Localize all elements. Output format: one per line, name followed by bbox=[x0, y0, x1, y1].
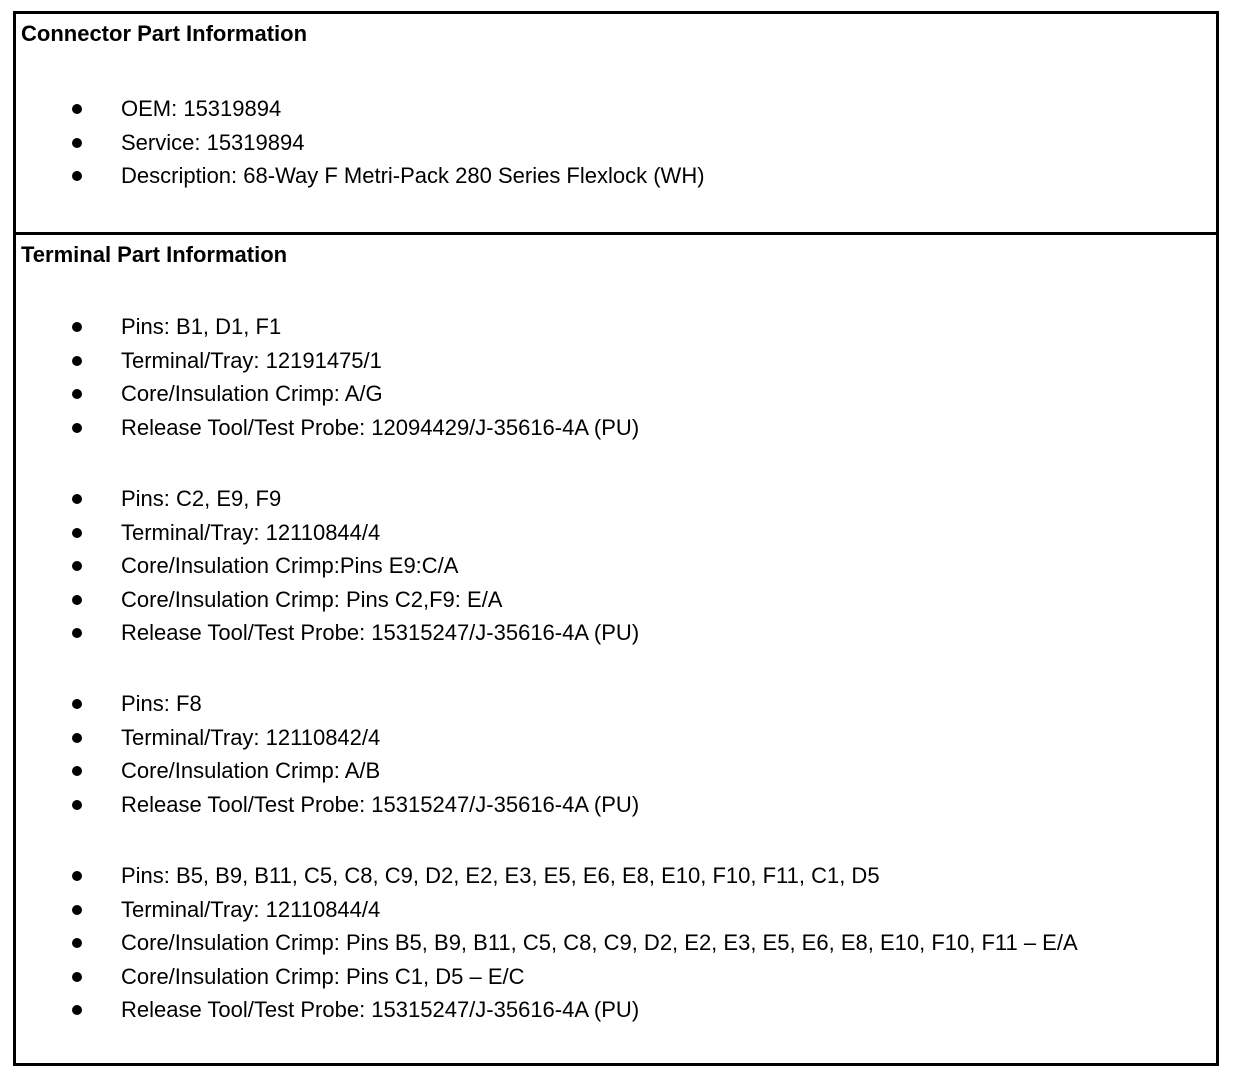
bullet-icon bbox=[72, 138, 82, 148]
bullet-icon bbox=[72, 104, 82, 114]
release-tool-text: Release Tool/Test Probe: 15315247/J-35616-4A (PU) bbox=[121, 997, 640, 1022]
pins-text: Pins: B5, B9, B11, C5, C8, C9, D2, E2, E3, E5, E6, E8, E10, F10, F11, C1, D5 bbox=[121, 863, 880, 888]
terminal-tray-text: Terminal/Tray: 12191475/1 bbox=[121, 347, 382, 373]
crimp-text: Core/Insulation Crimp: Pins B5, B9, B11, C5, C8, C9, D2, E2, E3, E5, E6, E8, E10, F10, F11 – E/A bbox=[121, 930, 1078, 955]
connector-part-heading: Connector Part Information bbox=[21, 21, 308, 46]
bullet-icon bbox=[72, 766, 82, 776]
bullet-icon bbox=[72, 494, 82, 504]
bullet-icon bbox=[72, 628, 82, 638]
crimp-text: Core/Insulation Crimp: Pins C2,F9: E/A bbox=[121, 586, 503, 612]
service-number: Service: 15319894 bbox=[121, 129, 305, 155]
terminal-tray-text: Terminal/Tray: 12110844/4 bbox=[121, 519, 381, 545]
crimp-text: Core/Insulation Crimp: Pins C1, D5 – E/C bbox=[121, 963, 525, 989]
bullet-icon bbox=[72, 356, 82, 366]
release-tool-text: Release Tool/Test Probe: 15315247/J-35616-4A (PU) bbox=[121, 620, 640, 645]
oem-number: OEM: 15319894 bbox=[121, 96, 282, 121]
terminal-tray-text: Terminal/Tray: 12110844/4 bbox=[121, 896, 381, 922]
document-frame bbox=[13, 11, 1219, 1066]
bullet-icon bbox=[72, 905, 82, 915]
bullet-icon bbox=[72, 389, 82, 399]
bullet-icon bbox=[72, 733, 82, 743]
bullet-icon bbox=[72, 423, 82, 433]
bullet-icon bbox=[72, 528, 82, 538]
crimp-text: Core/Insulation Crimp:Pins E9:C/A bbox=[121, 553, 459, 578]
bullet-icon bbox=[72, 699, 82, 709]
release-tool-text: Release Tool/Test Probe: 12094429/J-35616-4A (PU) bbox=[121, 414, 640, 440]
release-tool-text: Release Tool/Test Probe: 15315247/J-35616-4A (PU) bbox=[121, 791, 640, 817]
terminal-part-section bbox=[16, 235, 1216, 1063]
pins-text: Pins: C2, E9, F9 bbox=[121, 486, 282, 511]
bullet-icon bbox=[72, 595, 82, 605]
connector-part-section bbox=[16, 14, 1216, 235]
bullet-icon bbox=[72, 561, 82, 571]
crimp-text: Core/Insulation Crimp: A/B bbox=[121, 758, 381, 783]
terminal-part-heading: Terminal Part Information bbox=[21, 242, 288, 267]
bullet-icon bbox=[72, 171, 82, 181]
bullet-icon bbox=[72, 322, 82, 332]
bullet-icon bbox=[72, 938, 82, 948]
bullet-icon bbox=[72, 871, 82, 881]
bullet-icon bbox=[72, 972, 82, 982]
terminal-tray-text: Terminal/Tray: 12110842/4 bbox=[121, 724, 381, 750]
bullet-icon bbox=[72, 800, 82, 810]
bullet-icon bbox=[72, 1005, 82, 1015]
crimp-text: Core/Insulation Crimp: A/G bbox=[121, 381, 383, 406]
connector-description: Description: 68-Way F Metri-Pack 280 Series Flexlock (WH) bbox=[121, 163, 705, 188]
pins-text: Pins: F8 bbox=[121, 691, 202, 716]
pins-text: Pins: B1, D1, F1 bbox=[121, 314, 282, 339]
